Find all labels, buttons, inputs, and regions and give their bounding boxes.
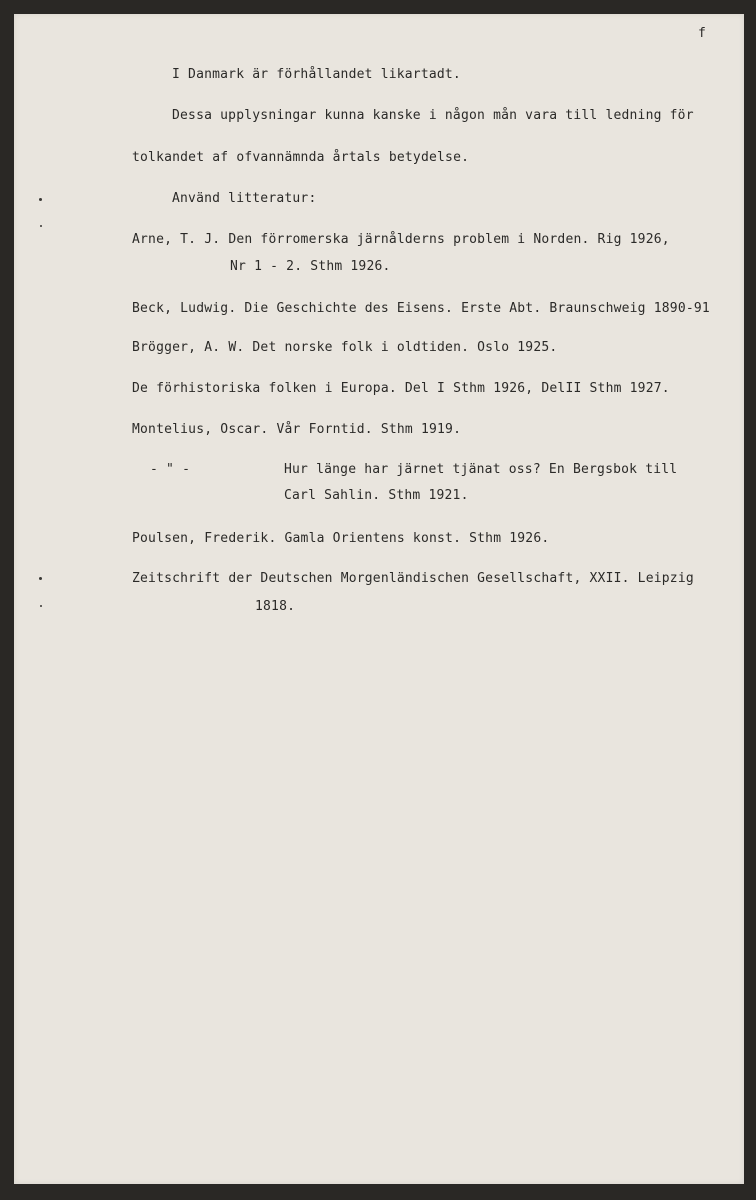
literature-heading: Använd litteratur: — [172, 191, 317, 206]
reference-brogger: Brögger, A. W. Det norske folk i oldtiden. Oslo 1925. — [132, 340, 558, 355]
reference-montelius-line2: Hur länge har järnet tjänat oss? En Bergsbok till — [284, 462, 678, 477]
reference-montelius-line3: Carl Sahlin. Sthm 1921. — [284, 488, 469, 503]
reference-zeitschrift-line2: 1818. — [255, 599, 296, 614]
margin-mark — [39, 198, 42, 201]
paragraph-denmark: I Danmark är förhållandet likartadt. — [172, 67, 461, 82]
reference-montelius-line1: Montelius, Oscar. Vår Forntid. Sthm 1919. — [132, 422, 462, 437]
reference-arne-line2: Nr 1 - 2. Sthm 1926. — [230, 259, 391, 274]
margin-mark — [40, 605, 42, 607]
reference-poulsen: Poulsen, Frederik. Gamla Orientens konst. Sthm 1926. — [132, 531, 550, 546]
reference-arne-line1: Arne, T. J. Den förromerska järnålderns problem i Norden. Rig 1926, — [132, 232, 670, 247]
paragraph-information-line2: tolkandet af ofvannämnda årtals betydelse. — [132, 150, 470, 165]
reference-forhistoriska-folken: De förhistoriska folken i Europa. Del I Sthm 1926, DelII Sthm 1927. — [132, 381, 670, 396]
reference-beck: Beck, Ludwig. Die Geschichte des Eisens. Erste Abt. Braunschweig 1890-91 — [132, 301, 710, 316]
page-letter: f — [698, 26, 707, 41]
margin-mark — [40, 225, 42, 227]
reference-zeitschrift-line1: Zeitschrift der Deutschen Morgenländischen Gesellschaft, XXII. Leipzig — [132, 571, 694, 586]
document-page — [14, 14, 744, 1184]
paragraph-information-line1: Dessa upplysningar kunna kanske i någon mån vara till ledning för — [172, 108, 694, 123]
reference-ditto-mark: - " - — [150, 462, 191, 477]
margin-mark — [39, 577, 42, 580]
